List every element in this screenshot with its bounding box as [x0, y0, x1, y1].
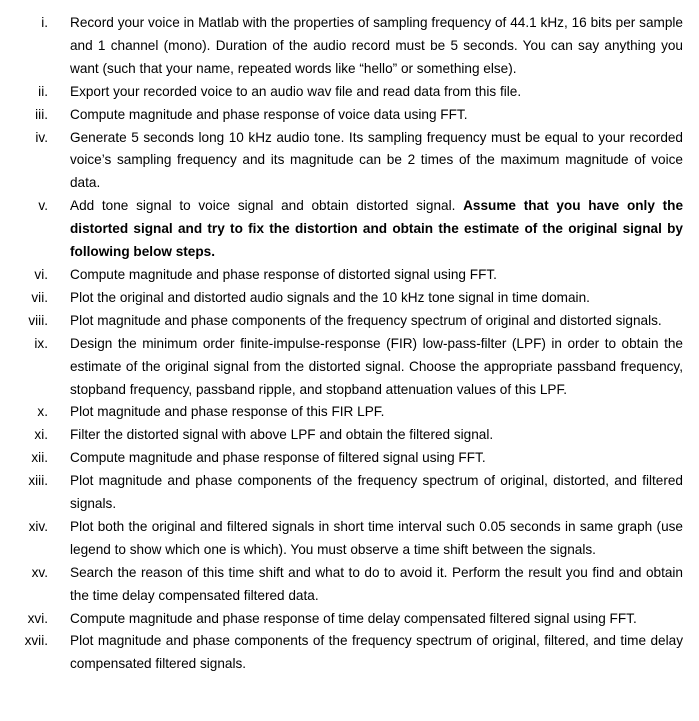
item-number: viii.: [28, 312, 48, 328]
item-text: Record your voice in Matlab with the properties of sampling frequency of 44.1 kHz, 16 bits per sample and 1 channel (mono). Duration of the audio record must be 5 seconds. You can say anything you want (such that your name, repeated words like “hello” or something else).: [70, 15, 683, 76]
item-text: Plot magnitude and phase components of the frequency spectrum of original and distorted signals.: [70, 312, 662, 328]
item-number: i.: [41, 15, 48, 30]
item-text: Generate 5 seconds long 10 kHz audio tone. Its sampling frequency must be equal to your recorded voice’s sampling frequency and its magnitude can be 2 times of the maximum magnitude of voice data.: [70, 129, 683, 191]
item-text: Plot magnitude and phase response of this FIR LPF.: [70, 404, 385, 420]
item-text: Compute magnitude and phase response of distorted signal using FFT.: [70, 266, 497, 282]
item-text: Filter the distorted signal with above LPF and obtain the filtered signal.: [70, 427, 494, 443]
list-item: [0, 630, 699, 676]
item-text: Plot magnitude and phase components of the frequency spectrum of original, distorted, and filtered signals.: [70, 473, 683, 512]
item-text: Design the minimum order finite-impulse-response (FIR) low-pass-filter (LPF) in order to obtain the estimate of the original signal from the distorted signal. Choose the appropriate passband frequency, stopband frequency, passband ripple, and stopband attenuation values of this LPF.: [70, 335, 683, 397]
item-number: xiv.: [28, 518, 48, 534]
item-number: ix.: [34, 335, 48, 351]
item-text: Plot magnitude and phase components of the frequency spectrum of original, filtered, and time delay compensated filtered signals.: [70, 633, 683, 672]
item-text: Plot the original and distorted audio signals and the 10 kHz tone signal in time domain.: [70, 289, 590, 305]
item-text: Plot both the original and filtered signals in short time interval such 0.05 seconds in same graph (use legend to show which one is which). You must observe a time shift between the signals.: [70, 518, 683, 557]
list-item: [0, 470, 699, 516]
item-number: xv.: [31, 564, 48, 580]
list-item: [0, 81, 699, 104]
list-item: [0, 264, 699, 287]
item-number: vii.: [31, 289, 48, 305]
item-text-with-bold: [70, 195, 683, 264]
item-number: x.: [37, 404, 48, 420]
item-bold-text: Assume that you have only the distorted signal and try to fix the distortion and obtain the estimate of the original signal by following below steps.: [70, 198, 683, 260]
item-text: Compute magnitude and phase response of time delay compensated filtered signal using FFT.: [70, 610, 637, 626]
item-text: Add tone signal to voice signal and obtain distorted signal.: [70, 198, 464, 214]
item-number: xvi.: [27, 610, 48, 626]
list-item: [0, 447, 699, 470]
list-item: [0, 333, 699, 402]
item-text: Export your recorded voice to an audio wav file and read data from this file.: [70, 83, 522, 99]
list-item: [0, 310, 699, 333]
item-number: xi.: [34, 427, 48, 443]
numbered-task-list: [0, 12, 699, 676]
item-number: xiii.: [28, 473, 48, 489]
list-item: [0, 127, 699, 196]
item-number: ii.: [38, 83, 48, 99]
item-text: Search the reason of this time shift and what to do to avoid it. Perform the result you find and obtain the time delay compensated filtered data.: [70, 564, 683, 603]
list-item: [0, 424, 699, 447]
list-item: [0, 562, 699, 608]
item-text: Compute magnitude and phase response of filtered signal using FFT.: [70, 450, 486, 466]
list-item: [0, 608, 699, 631]
item-number: vi.: [34, 266, 48, 282]
item-number: xvii.: [24, 633, 48, 649]
list-item: [0, 12, 699, 81]
list-item: [0, 287, 699, 310]
item-number: xii.: [31, 450, 48, 466]
list-item: [0, 401, 699, 424]
list-item: [0, 104, 699, 127]
list-item: [0, 516, 699, 562]
list-item: [0, 195, 699, 264]
item-text: Compute magnitude and phase response of voice data using FFT.: [70, 106, 468, 122]
item-number: v.: [38, 198, 48, 214]
item-number: iv.: [35, 129, 48, 145]
item-number: iii.: [35, 106, 48, 122]
